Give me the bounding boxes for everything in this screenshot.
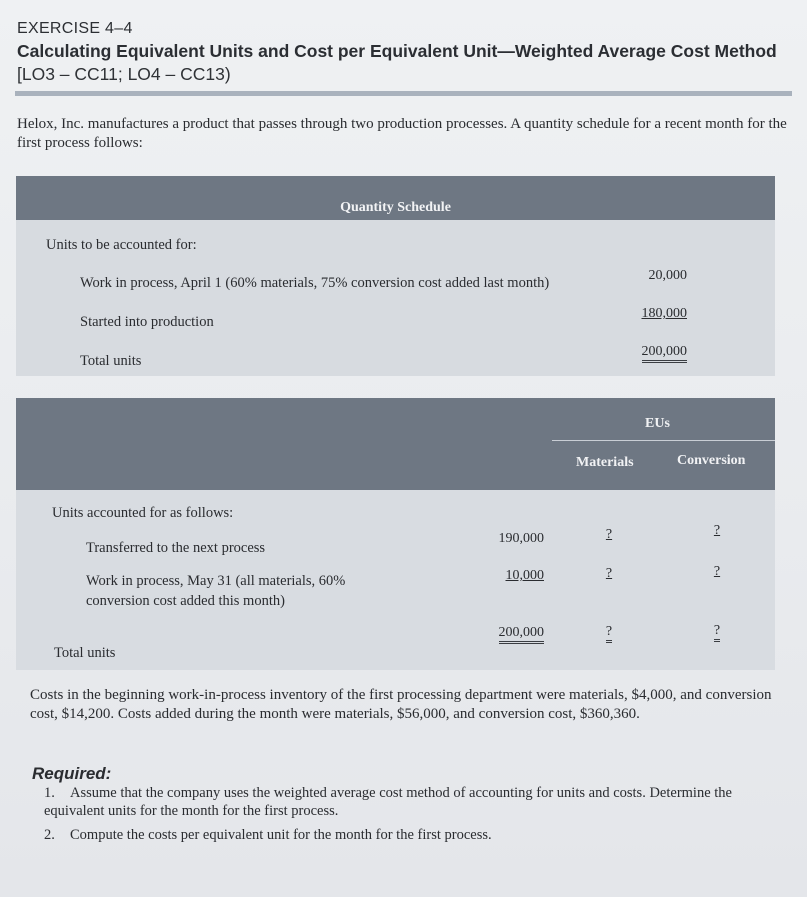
- qs-row-value: 20,000: [648, 268, 687, 283]
- eu-row-materials: ?: [605, 566, 613, 581]
- exercise-label: EXERCISE 4–4: [17, 20, 133, 37]
- required-item: [44, 784, 789, 820]
- required-item: [44, 826, 789, 844]
- qs-row-label: Started into production: [80, 314, 214, 330]
- title-divider: [15, 91, 792, 96]
- eu-row-units: 200,000: [464, 625, 544, 641]
- materials-column-header: Materials: [576, 455, 634, 470]
- eu-row-units: 10,000: [505, 568, 544, 583]
- eu-row-conversion: ?: [713, 564, 721, 579]
- intro-paragraph: Helox, Inc. manufactures a product that passes through two production processes. A quantity schedule for a recent month for the first process follows:: [17, 116, 787, 151]
- eu-row-label: Work in process, May 31 (all materials, 60% conversion cost added this month): [86, 573, 346, 609]
- eu-row-materials: ?: [605, 527, 613, 542]
- units-accounted-label: Units accounted for as follows:: [52, 505, 234, 521]
- eu-row-materials: ?: [592, 624, 626, 640]
- qs-row-value: 180,000: [641, 306, 687, 321]
- eu-row-conversion: ?: [713, 523, 721, 538]
- qs-row-label: Work in process, April 1 (60% materials, 75% conversion cost added last month): [80, 275, 550, 291]
- required-item-text: Compute the costs per equivalent unit for the month for the first process.: [70, 827, 492, 843]
- required-item-number: 1.: [44, 785, 55, 801]
- eus-group-header: EUs: [645, 416, 670, 431]
- exercise-title: [17, 40, 787, 86]
- costs-paragraph: Costs in the beginning work-in-process inventory of the first processing department were materials, $4,000, and conversion cost, $14,200. Costs added during the month were materials, $56,000, and conversion cost, $360,360.: [30, 687, 772, 722]
- eu-row-conversion: ?: [700, 623, 734, 639]
- eu-row-label: Transferred to the next process: [86, 540, 266, 556]
- learning-objectives: [LO3 – CC11; LO4 – CC13): [17, 64, 231, 84]
- exercise-title-text: Calculating Equivalent Units and Cost per Equivalent Unit—Weighted Average Cost Method: [17, 41, 777, 61]
- units-to-account-label: Units to be accounted for:: [46, 237, 197, 253]
- eu-table-header: [16, 398, 775, 490]
- eus-header-rule: [552, 440, 775, 441]
- qs-row-label: Total units: [80, 353, 142, 369]
- quantity-schedule-title: Quantity Schedule: [340, 200, 451, 215]
- quantity-schedule-header: [16, 176, 775, 220]
- required-item-number: 2.: [44, 827, 55, 843]
- required-item-text: Assume that the company uses the weighted average cost method of accounting for units and costs. Determine the equivalent units for the month for the first process.: [44, 785, 732, 819]
- required-heading: Required:: [32, 764, 112, 783]
- eu-row-label: Total units: [54, 645, 116, 661]
- eu-row-units: 190,000: [498, 531, 544, 546]
- qs-row-value: 200,000: [607, 344, 687, 360]
- conversion-column-header: Conversion: [677, 453, 746, 468]
